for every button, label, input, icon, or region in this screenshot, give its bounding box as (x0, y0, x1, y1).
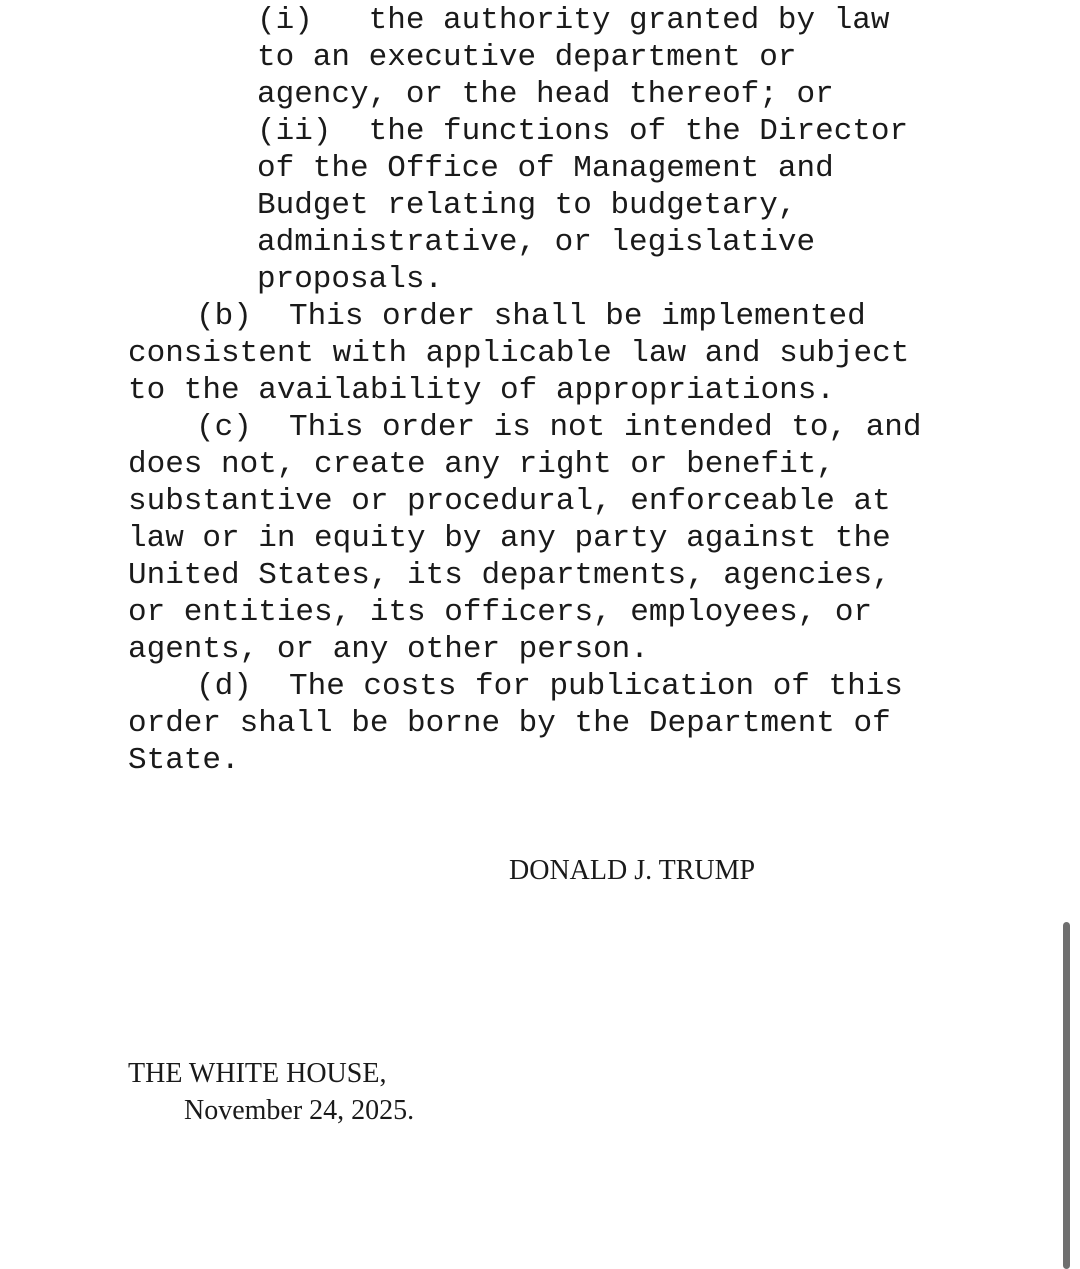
text-line: proposals. (257, 262, 444, 297)
text-line: consistent with applicable law and subject (128, 336, 910, 371)
text-line: substantive or procedural, enforceable at (128, 484, 891, 519)
text-line: order shall be borne by the Department of (128, 706, 891, 741)
location-line: THE WHITE HOUSE, (128, 1058, 387, 1089)
text-line: or entities, its officers, employees, or (128, 595, 873, 630)
text-line: administrative, or legislative (257, 225, 816, 260)
text-line: (ii) the functions of the Director (257, 114, 909, 149)
text-line: Budget relating to budgetary, (257, 188, 797, 223)
date-line: November 24, 2025. (184, 1095, 415, 1126)
text-line: agency, or the head thereof; or (257, 77, 834, 112)
text-line: of the Office of Management and (257, 151, 834, 186)
signature-name: DONALD J. TRUMP (509, 855, 756, 886)
text-line: to an executive department or (257, 40, 797, 75)
text-line: (c) This order is not intended to, and (196, 410, 922, 445)
text-line: law or in equity by any party against the (128, 521, 891, 556)
text-line: (i) the authority granted by law (257, 3, 890, 38)
text-line: (b) This order shall be implemented (196, 299, 866, 334)
text-line: to the availability of appropriations. (128, 373, 835, 408)
text-line: State. (128, 743, 240, 778)
text-line: United States, its departments, agencies, (128, 558, 891, 593)
text-line: (d) The costs for publication of this (196, 669, 903, 704)
scrollbar-thumb[interactable] (1063, 922, 1070, 1269)
text-line: does not, create any right or benefit, (128, 447, 835, 482)
text-line: agents, or any other person. (128, 632, 649, 667)
